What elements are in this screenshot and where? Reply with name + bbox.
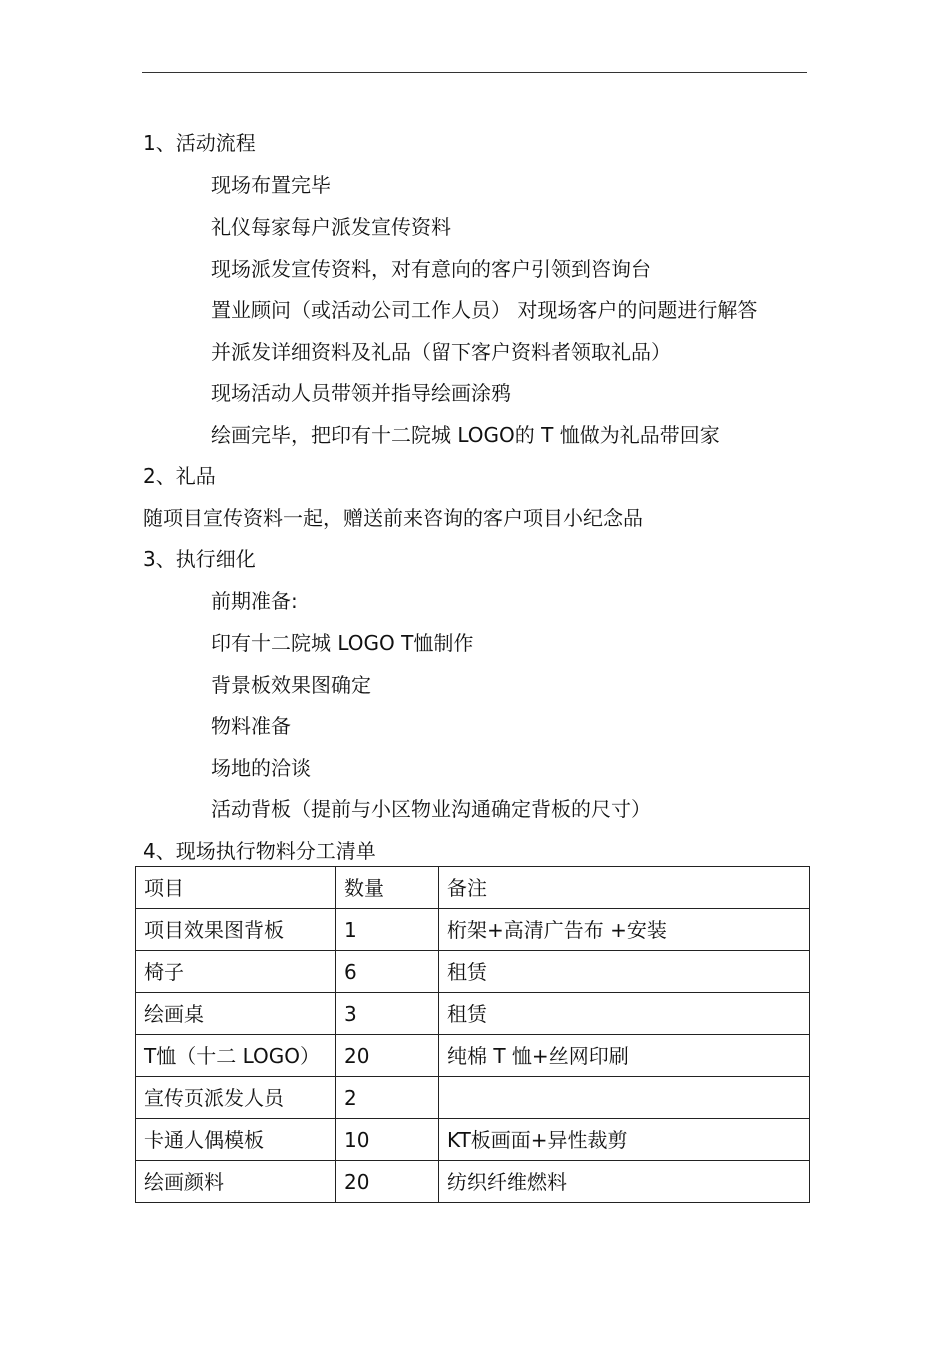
process-step: 现场派发宣传资料，对有意向的客户引领到咨询台 <box>211 257 651 281</box>
table-cell-quantity: 2 <box>336 1077 439 1119</box>
table-cell-item: 椅子 <box>136 951 336 993</box>
process-step: 置业顾问（或活动公司工作人员） 对现场客户的问题进行解答 <box>211 298 758 322</box>
section-2-heading: 2、礼品 <box>143 464 216 488</box>
process-step: 绘画完毕，把印有十二院城 LOGO的 T 恤做为礼品带回家 <box>211 423 720 447</box>
table-header-cell: 数量 <box>336 867 439 909</box>
table-cell-quantity: 20 <box>336 1161 439 1203</box>
table-cell-quantity: 20 <box>336 1035 439 1077</box>
process-step: 现场活动人员带领并指导绘画涂鸦 <box>211 381 511 405</box>
process-step: 现场布置完毕 <box>211 173 331 197</box>
section-4-heading: 4、现场执行物料分工清单 <box>143 839 376 863</box>
table-header-cell: 备注 <box>439 867 810 909</box>
table-cell-quantity: 3 <box>336 993 439 1035</box>
table-cell-item: 宣传页派发人员 <box>136 1077 336 1119</box>
table-cell-item: 绘画桌 <box>136 993 336 1035</box>
table-row <box>136 1077 810 1119</box>
section-1-heading: 1、活动流程 <box>143 131 256 155</box>
table-cell-item: 项目效果图背板 <box>136 909 336 951</box>
gift-description: 随项目宣传资料一起，赠送前来咨询的客户项目小纪念品 <box>143 506 643 530</box>
table-cell-note: 纯棉 T 恤+丝网印刷 <box>439 1035 810 1077</box>
table-cell-item: 卡通人偶模板 <box>136 1119 336 1161</box>
prep-item: 前期准备: <box>211 589 298 613</box>
header-rule <box>142 72 807 73</box>
table-row <box>136 1119 810 1161</box>
table-cell-note: 租赁 <box>439 951 810 993</box>
table-cell-quantity: 10 <box>336 1119 439 1161</box>
table-row <box>136 993 810 1035</box>
table-cell-note: 纺织纤维燃料 <box>439 1161 810 1203</box>
table-cell-note: 租赁 <box>439 993 810 1035</box>
table-cell-quantity: 6 <box>336 951 439 993</box>
prep-item: 印有十二院城 LOGO T恤制作 <box>211 631 474 655</box>
process-step: 礼仪每家每户派发宣传资料 <box>211 215 451 239</box>
table-row <box>136 1035 810 1077</box>
prep-item: 背景板效果图确定 <box>211 673 371 697</box>
table-cell-quantity: 1 <box>336 909 439 951</box>
table-cell-item: 绘画颜料 <box>136 1161 336 1203</box>
table-cell-note: 桁架+高清广告布 +安装 <box>439 909 810 951</box>
table-header-row <box>136 867 810 909</box>
prep-item: 物料准备 <box>211 714 291 738</box>
materials-table <box>135 866 810 1203</box>
table-row <box>136 951 810 993</box>
prep-item: 活动背板（提前与小区物业沟通确定背板的尺寸） <box>211 797 651 821</box>
table-cell-note: KT板画面+异性裁剪 <box>439 1119 810 1161</box>
table-cell-note <box>439 1077 810 1119</box>
table-row <box>136 909 810 951</box>
prep-item: 场地的洽谈 <box>211 756 311 780</box>
section-3-heading: 3、执行细化 <box>143 547 256 571</box>
table-cell-item: T恤（十二 LOGO） <box>136 1035 336 1077</box>
process-step: 并派发详细资料及礼品（留下客户资料者领取礼品） <box>211 340 671 364</box>
table-row <box>136 1161 810 1203</box>
table-header-cell: 项目 <box>136 867 336 909</box>
